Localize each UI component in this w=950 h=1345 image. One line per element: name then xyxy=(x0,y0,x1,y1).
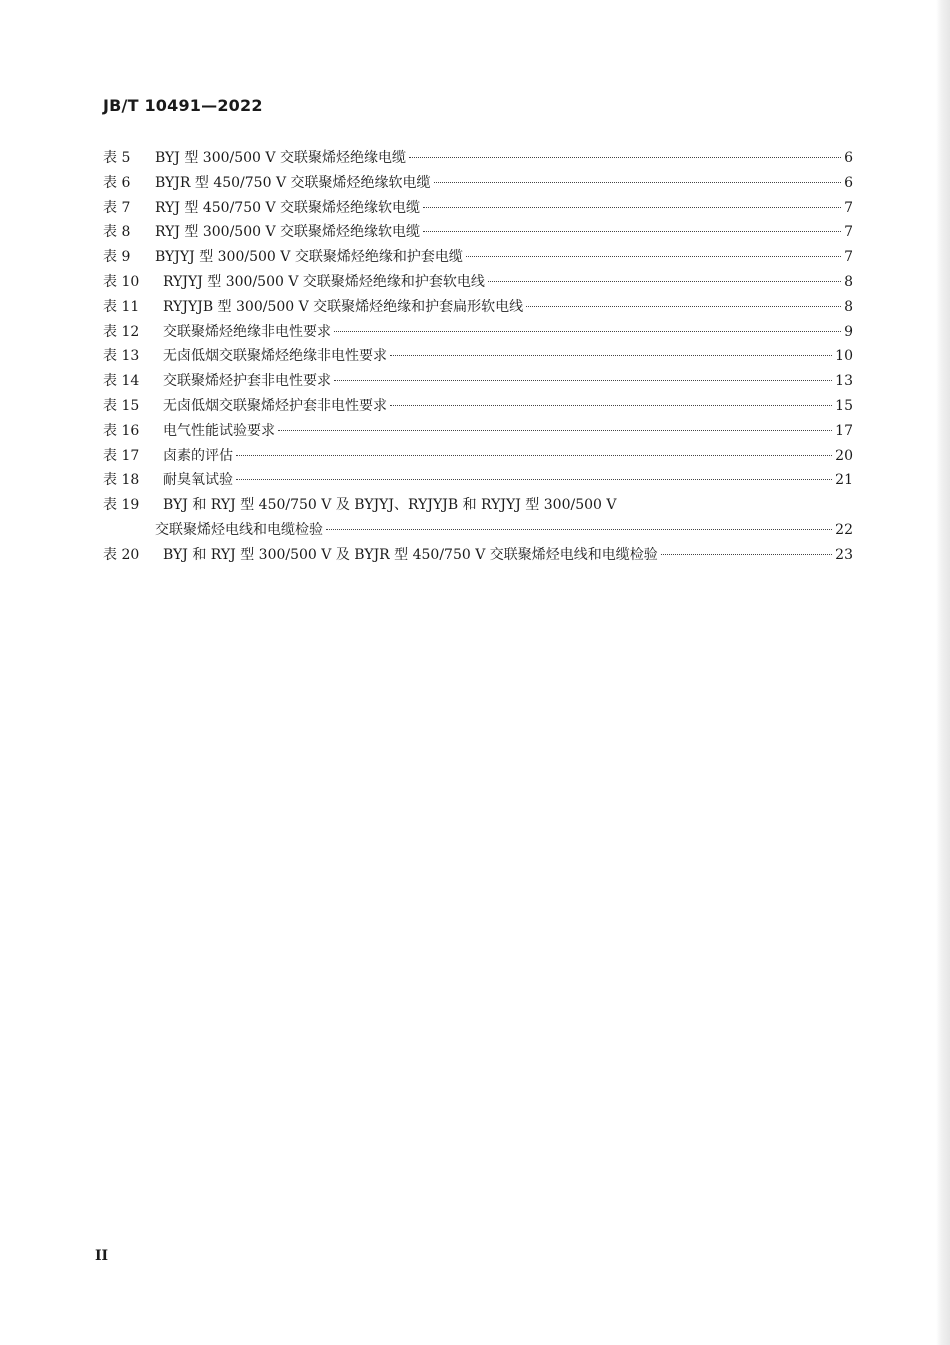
toc-entry[interactable] xyxy=(103,320,853,345)
toc-entry-label: 表 19 xyxy=(103,497,140,514)
toc-entry-title: BYJ 和 RYJ 型 450/750 V 及 BYJYJ、RYJYJB 和 RYJYJ 型 300/500 V xyxy=(163,497,617,514)
toc-entry-label: 表 12 xyxy=(103,323,140,340)
toc-entry-label: 表 11 xyxy=(103,298,140,315)
toc-entry[interactable] xyxy=(103,419,853,444)
toc-entry-title: BYJ 型 300/500 V 交联聚烯烃绝缘电缆 xyxy=(155,150,406,166)
toc-entry[interactable] xyxy=(103,369,853,394)
toc-entry[interactable] xyxy=(103,493,853,518)
toc-entry[interactable] xyxy=(103,196,853,221)
toc-entry-page: 13 xyxy=(835,373,853,390)
toc-dot-leader xyxy=(236,455,832,456)
toc-entry-page: 8 xyxy=(844,273,853,290)
toc-dot-leader xyxy=(526,306,841,307)
toc-entry-label: 表 18 xyxy=(103,472,140,489)
toc-entry[interactable] xyxy=(103,543,853,568)
toc-entry-title: RYJ 型 450/750 V 交联聚烯烃绝缘软电缆 xyxy=(155,199,421,216)
toc-entry-title: 卤素的评估 xyxy=(163,447,233,464)
toc-dot-leader xyxy=(390,355,832,356)
toc-dot-leader xyxy=(278,430,832,431)
toc-entry-title: 电气性能试验要求 xyxy=(163,422,275,439)
toc-entry-page: 7 xyxy=(844,224,853,241)
toc-entry[interactable] xyxy=(103,295,853,320)
toc-entry-title: BYJYJ 型 300/500 V 交联聚烯烃绝缘和护套电缆 xyxy=(155,249,463,266)
toc-entry-label: 表 14 xyxy=(103,373,140,390)
toc-entry[interactable] xyxy=(103,444,853,469)
toc-entry-label: 表 9 xyxy=(103,249,131,266)
toc-dot-leader xyxy=(661,554,832,555)
toc-dot-leader xyxy=(409,157,841,158)
toc-entry-page: 21 xyxy=(835,472,853,489)
toc-dot-leader xyxy=(423,207,841,208)
toc-entry-page: 6 xyxy=(844,174,853,191)
toc-entry-title-line2: 交联聚烯烃电线和电缆检验 xyxy=(155,521,323,538)
toc-entry-label: 表 6 xyxy=(103,174,131,191)
toc-entry-page: 20 xyxy=(835,447,853,464)
toc-entry-page: 9 xyxy=(844,323,853,340)
toc-entry[interactable] xyxy=(103,220,853,245)
toc-entry-continuation[interactable] xyxy=(103,518,853,543)
toc-dot-leader xyxy=(423,231,841,232)
toc-dot-leader xyxy=(334,331,841,332)
toc-entry-page: 15 xyxy=(835,397,853,414)
toc-entry-page: 22 xyxy=(835,521,853,538)
toc-dot-leader xyxy=(326,529,832,530)
toc-entry-label: 表 17 xyxy=(103,447,140,464)
page-edge-shadow xyxy=(936,0,950,1345)
toc-entry-title: 耐臭氧试验 xyxy=(163,472,233,489)
toc-entry-title: BYJ 和 RYJ 型 300/500 V 及 BYJR 型 450/750 V 交联聚烯烃电线和电缆检验 xyxy=(163,546,658,563)
toc-entry-page: 23 xyxy=(835,546,853,563)
toc-dot-leader xyxy=(466,256,841,257)
toc-entry-title: 交联聚烯烃护套非电性要求 xyxy=(163,373,331,390)
toc-entry-page: 7 xyxy=(844,249,853,266)
toc-entry-label: 表 16 xyxy=(103,422,140,439)
toc-entry-title: 无卤低烟交联聚烯烃护套非电性要求 xyxy=(163,397,387,414)
toc-entry-label: 表 8 xyxy=(103,224,131,241)
toc-entry-page: 7 xyxy=(844,199,853,216)
toc-entry-title: BYJR 型 450/750 V 交联聚烯烃绝缘软电缆 xyxy=(155,174,431,191)
toc-entry-title: RYJYJ 型 300/500 V 交联聚烯烃绝缘和护套软电线 xyxy=(163,273,485,290)
toc-entry-page: 17 xyxy=(835,422,853,439)
toc-entry-label: 表 13 xyxy=(103,348,140,365)
toc-dot-leader xyxy=(236,479,832,480)
toc-entry[interactable] xyxy=(103,468,853,493)
toc-entry-label: 表 5 xyxy=(103,150,131,166)
toc-entry[interactable] xyxy=(103,394,853,419)
toc-entry-page: 10 xyxy=(835,348,853,365)
toc-entry[interactable] xyxy=(103,245,853,270)
toc-entry-label: 表 20 xyxy=(103,546,140,563)
toc-entry-title: RYJYJB 型 300/500 V 交联聚烯烃绝缘和护套扁形软电线 xyxy=(163,298,524,315)
page-number-footer: II xyxy=(95,1248,109,1264)
toc-entry-label: 表 10 xyxy=(103,273,140,290)
toc-entry-page: 6 xyxy=(844,150,853,166)
toc-entry-label: 表 15 xyxy=(103,397,140,414)
toc-entry-page: 8 xyxy=(844,298,853,315)
toc-entry[interactable] xyxy=(103,171,853,196)
toc-entry-title: RYJ 型 300/500 V 交联聚烯烃绝缘软电缆 xyxy=(155,224,421,241)
toc-entry[interactable] xyxy=(103,344,853,369)
standard-code-header: JB/T 10491—2022 xyxy=(103,96,263,115)
toc-dot-leader xyxy=(390,405,832,406)
toc-entry[interactable] xyxy=(103,270,853,295)
toc-dot-leader xyxy=(334,380,832,381)
toc-dot-leader xyxy=(488,281,841,282)
toc-entry[interactable] xyxy=(103,146,853,171)
toc-entry-title: 无卤低烟交联聚烯烃绝缘非电性要求 xyxy=(163,348,387,365)
toc-entry-label: 表 7 xyxy=(103,199,131,216)
toc-dot-leader xyxy=(434,182,842,183)
table-of-contents xyxy=(103,146,853,568)
toc-entry-title: 交联聚烯烃绝缘非电性要求 xyxy=(163,323,331,340)
